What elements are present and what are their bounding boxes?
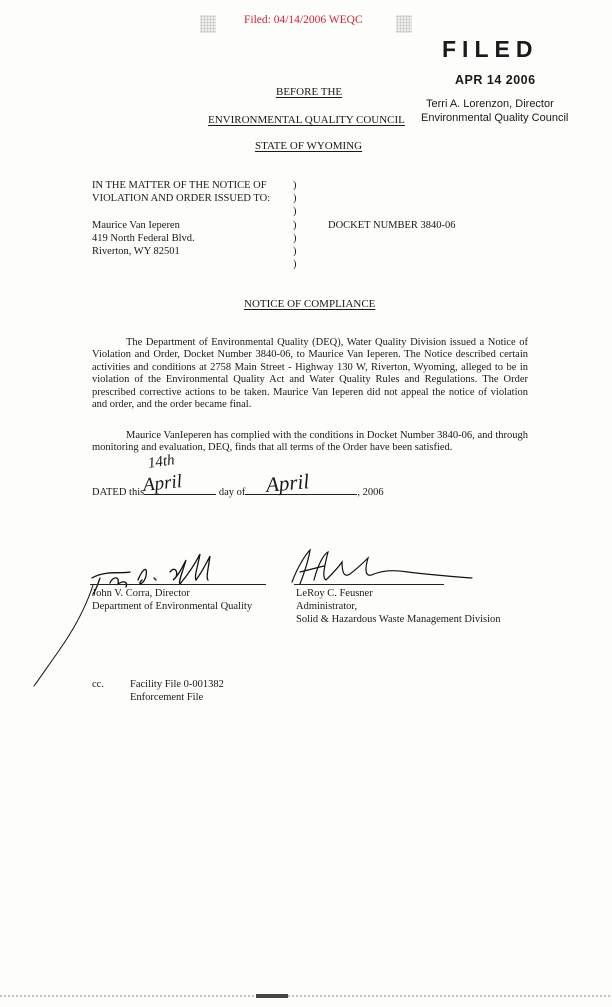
signature-line-feusner bbox=[294, 584, 444, 585]
caption-paren: ) bbox=[293, 220, 297, 231]
signatory-corra-name: John V. Corra, Director bbox=[92, 588, 190, 599]
scan-edge-mark bbox=[256, 994, 288, 998]
filed-stamp-council: Environmental Quality Council bbox=[421, 112, 569, 124]
signatory-feusner-title2: Solid & Hazardous Waste Management Division bbox=[296, 614, 501, 625]
caption-paren: ) bbox=[293, 233, 297, 244]
caption-paren: ) bbox=[293, 180, 297, 191]
filed-stamp-date: APR 14 2006 bbox=[455, 73, 536, 87]
signatory-feusner-name: LeRoy C. Feusner bbox=[296, 588, 373, 599]
signatory-corra-title: Department of Environmental Quality bbox=[92, 601, 253, 612]
scan-blot-left-icon bbox=[200, 15, 216, 33]
signature-corra bbox=[30, 540, 230, 690]
signatory-feusner-title1: Administrator, bbox=[296, 601, 358, 612]
caption-matter-line1: IN THE MATTER OF THE NOTICE OF bbox=[92, 180, 267, 191]
caption-matter-line2: VIOLATION AND ORDER ISSUED TO: bbox=[92, 193, 271, 204]
scan-edge-bottom bbox=[0, 995, 612, 997]
dated-year: , 2006 bbox=[357, 487, 384, 498]
heading-state: STATE OF WYOMING bbox=[255, 140, 363, 152]
cc-item: Enforcement File bbox=[130, 692, 204, 703]
caption-paren: ) bbox=[293, 193, 297, 204]
respondent-address1: 419 North Federal Blvd. bbox=[92, 233, 195, 244]
filed-stamp-title: FILED bbox=[442, 36, 539, 62]
caption-paren: ) bbox=[293, 259, 297, 270]
docket-number: DOCKET NUMBER 3840-06 bbox=[328, 220, 456, 231]
handwritten-day-word: April bbox=[141, 471, 184, 496]
filed-stamp-name: Terri A. Lorenzon, Director bbox=[426, 98, 554, 110]
dated-line bbox=[92, 483, 384, 498]
fax-header: Filed: 04/14/2006 WEQC bbox=[244, 14, 363, 26]
cc-label: cc. bbox=[92, 679, 104, 690]
caption-paren: ) bbox=[293, 206, 297, 217]
dated-day-label: day of bbox=[218, 487, 246, 498]
caption-paren: ) bbox=[293, 246, 297, 257]
dated-prefix: DATED this bbox=[92, 487, 145, 498]
respondent-address2: Riverton, WY 82501 bbox=[92, 246, 180, 257]
document-title: NOTICE OF COMPLIANCE bbox=[244, 298, 376, 310]
signature-line-corra bbox=[90, 584, 266, 585]
handwritten-day: 14th bbox=[146, 452, 176, 472]
paragraph-violation: The Department of Environmental Quality (DEQ), Water Quality Division issued a Notice of Violation and Order, Docket Number 3840-06, to Maurice Van Ieperen. The Notice described certain activities and conditions at 2758 Main Street - Highway 130 W, Riverton, Wyoming, alleged to be in violation of the Environmental Quality Act and Water Quality Rules and Regulations. The Order prescribed corrective actions to be taken. Maurice Van Ieperen did not appeal the notice of violation and order, and the order became final. bbox=[92, 337, 528, 411]
handwritten-month: April bbox=[264, 469, 311, 497]
heading-before: BEFORE THE bbox=[276, 86, 343, 98]
respondent-name: Maurice Van Ieperen bbox=[92, 220, 180, 231]
cc-item: Facility File 0-001382 bbox=[130, 679, 224, 690]
paragraph-compliance: Maurice VanIeperen has complied with the conditions in Docket Number 3840-06, and through monitoring and evaluation, DEQ, finds that all terms of the Order have been satisfied. bbox=[92, 430, 528, 454]
heading-council: ENVIRONMENTAL QUALITY COUNCIL bbox=[208, 114, 405, 126]
scan-blot-right-icon bbox=[396, 15, 412, 33]
